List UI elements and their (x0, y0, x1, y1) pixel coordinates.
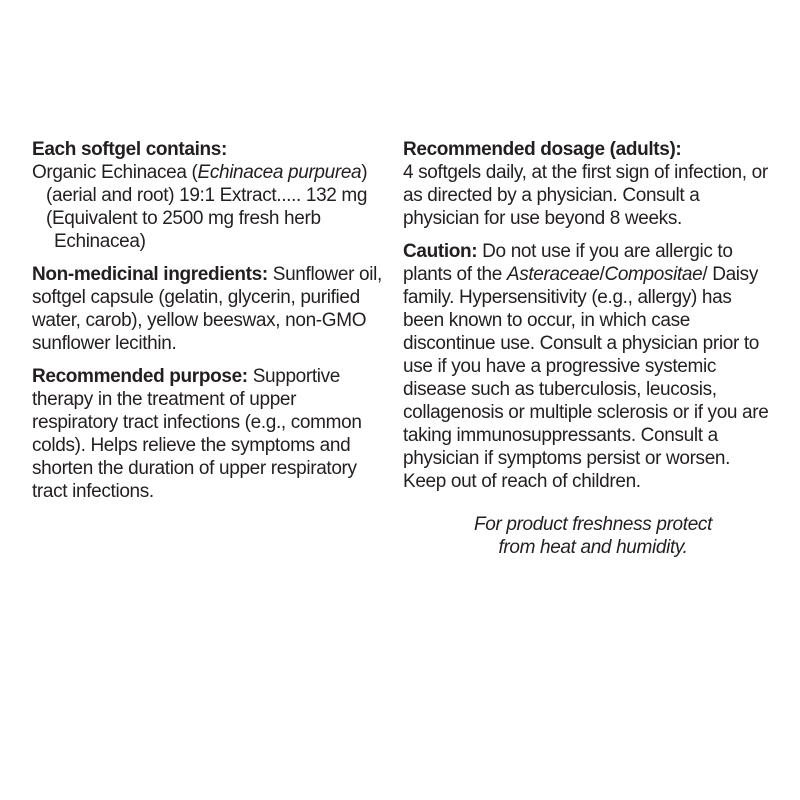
botanical-name: Echinacea purpurea (197, 162, 362, 183)
contents-section (32, 138, 384, 253)
nonmedicinal-section (32, 263, 384, 355)
purpose-section (32, 365, 384, 503)
purpose-text: Recommended purpose: Supportive therapy in the treatment of upper respiratory tract infections (e.g., common colds). Helps relieve the symptoms and shorten the duration of upper respiratory tract infections. (32, 366, 362, 502)
dosage-section (403, 138, 775, 230)
contents-equivalent-line: (Equivalent to 2500 mg fresh herb (46, 208, 321, 229)
storage-note: For product freshness protect from heat and humidity. (473, 514, 713, 558)
contents-extract-line: (aerial and root) 19:1 Extract..... 132 mg (46, 185, 368, 206)
nonmedicinal-heading: Non-medicinal ingredients: (32, 264, 268, 285)
purpose-heading: Recommended purpose: (32, 366, 248, 387)
contents-equivalent-line-2: Echinacea) (54, 231, 146, 252)
left-column (32, 138, 384, 513)
dosage-text: 4 softgels daily, at the first sign of infection, or as directed by a physician. Consult a physician for use beyond 8 weeks. (403, 162, 768, 229)
caution-heading: Caution: (403, 241, 478, 262)
contents-heading: Each softgel contains: (32, 139, 228, 160)
right-column (403, 138, 775, 569)
dosage-heading: Recommended dosage (adults): (403, 139, 682, 160)
contents-ingredient-line: Organic Echinacea (Echinacea purpurea) (32, 162, 368, 183)
nonmedicinal-text: Non-medicinal ingredients: Sunflower oil, softgel capsule (gelatin, glycerin, purified water, carob), yellow beeswax, non-GMO sunflower lecithin. (32, 264, 382, 354)
caution-text: Caution: Do not use if you are allergic to plants of the Asteraceae/Compositae/ Daisy family. Hypersensitivity (e.g., allergy) has been known to occur, in which case discontinue use. Consult a physician prior to use if you have a progressive systemic disease such as tuberculosis, leucosis, collagenosis or multiple sclerosis or if you are taking immunosuppressants. Consult a physician if symptoms persist or worsen. Keep out of reach of children. (403, 241, 769, 492)
caution-section (403, 240, 775, 493)
